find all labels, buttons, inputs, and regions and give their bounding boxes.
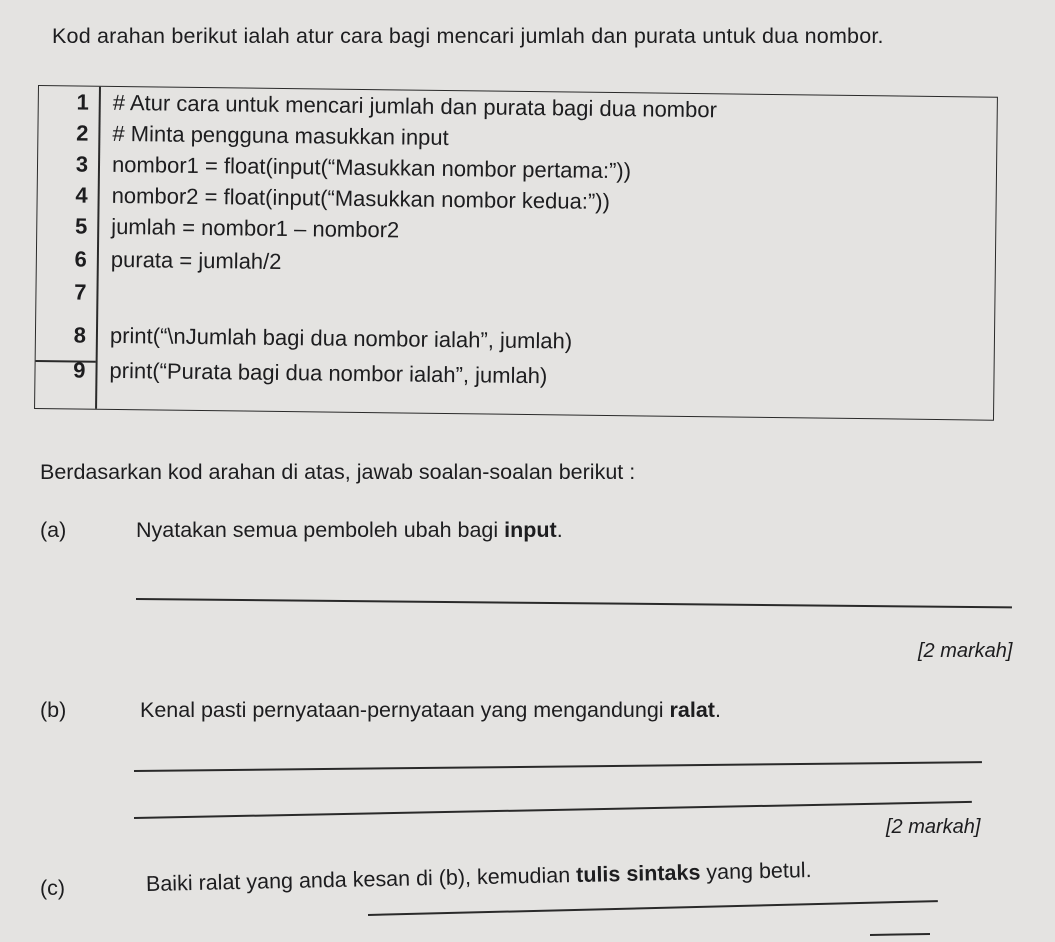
line-number: 7 (74, 279, 87, 305)
answer-line-b2[interactable] (134, 801, 972, 819)
question-c-text-post: yang betul. (700, 858, 812, 885)
line-number: 5 (74, 213, 88, 239)
code-line: # Atur cara untuk mencari jumlah dan purata bagi dua nombor (112, 89, 718, 123)
answer-line-a[interactable] (136, 598, 1012, 608)
code-listing-table (34, 85, 998, 421)
question-c-text-pre: Baiki ralat yang anda kesan di (b), kemudian (145, 862, 577, 896)
question-b-text-post: . (714, 698, 721, 722)
question-a-text-pre: Nyatakan semua pemboleh ubah bagi (136, 518, 505, 542)
question-b-text-pre: Kenal pasti pernyataan-pernyataan yang mengandungi (140, 698, 670, 722)
code-line: # Minta pengguna masukkan input (112, 120, 449, 151)
question-a-marks: [2 markah] (918, 640, 1013, 662)
question-b-label: (b) (40, 698, 67, 722)
code-line: nombor1 = float(input(“Masukkan nombor pertama:”)) (111, 151, 632, 184)
question-b-text (140, 698, 721, 723)
answer-line-b1[interactable] (134, 761, 982, 771)
question-a-keyword: input (504, 518, 557, 542)
line-number: 2 (76, 120, 89, 146)
instruction-text: Berdasarkan kod arahan di atas, jawab soalan-soalan berikut : (40, 460, 636, 484)
line-number: 1 (76, 89, 89, 115)
question-c-keyword: tulis sintaks (575, 860, 701, 887)
code-line: nombor2 = float(input(“Masukkan nombor kedua:”)) (111, 182, 611, 214)
question-b-marks: [2 markah] (886, 816, 981, 838)
question-a-text-post: . (556, 518, 563, 542)
intro-text: Kod arahan berikut ialah atur cara bagi mencari jumlah dan purata untuk dua nombor. (52, 24, 884, 48)
answer-line-c2[interactable] (870, 933, 930, 936)
question-c-label: (c) (40, 876, 66, 900)
line-number: 3 (75, 151, 89, 177)
question-a-text (136, 518, 563, 543)
code-line: print(“\nJumlah bagi dua nombor ialah”, jumlah) (109, 322, 573, 354)
line-number: 4 (75, 182, 88, 208)
code-line: print(“Purata bagi dua nombor ialah”, jumlah) (109, 357, 548, 389)
question-a-label: (a) (40, 518, 67, 542)
line-number: 9 (73, 357, 86, 383)
question-c-text (146, 858, 812, 897)
code-line: jumlah = nombor1 – nombor2 (111, 213, 400, 243)
line-number: 8 (73, 322, 87, 348)
answer-line-c1[interactable] (368, 900, 938, 916)
question-b-keyword: ralat (669, 698, 715, 722)
code-line: purata = jumlah/2 (110, 246, 282, 274)
line-number: 6 (74, 246, 88, 272)
